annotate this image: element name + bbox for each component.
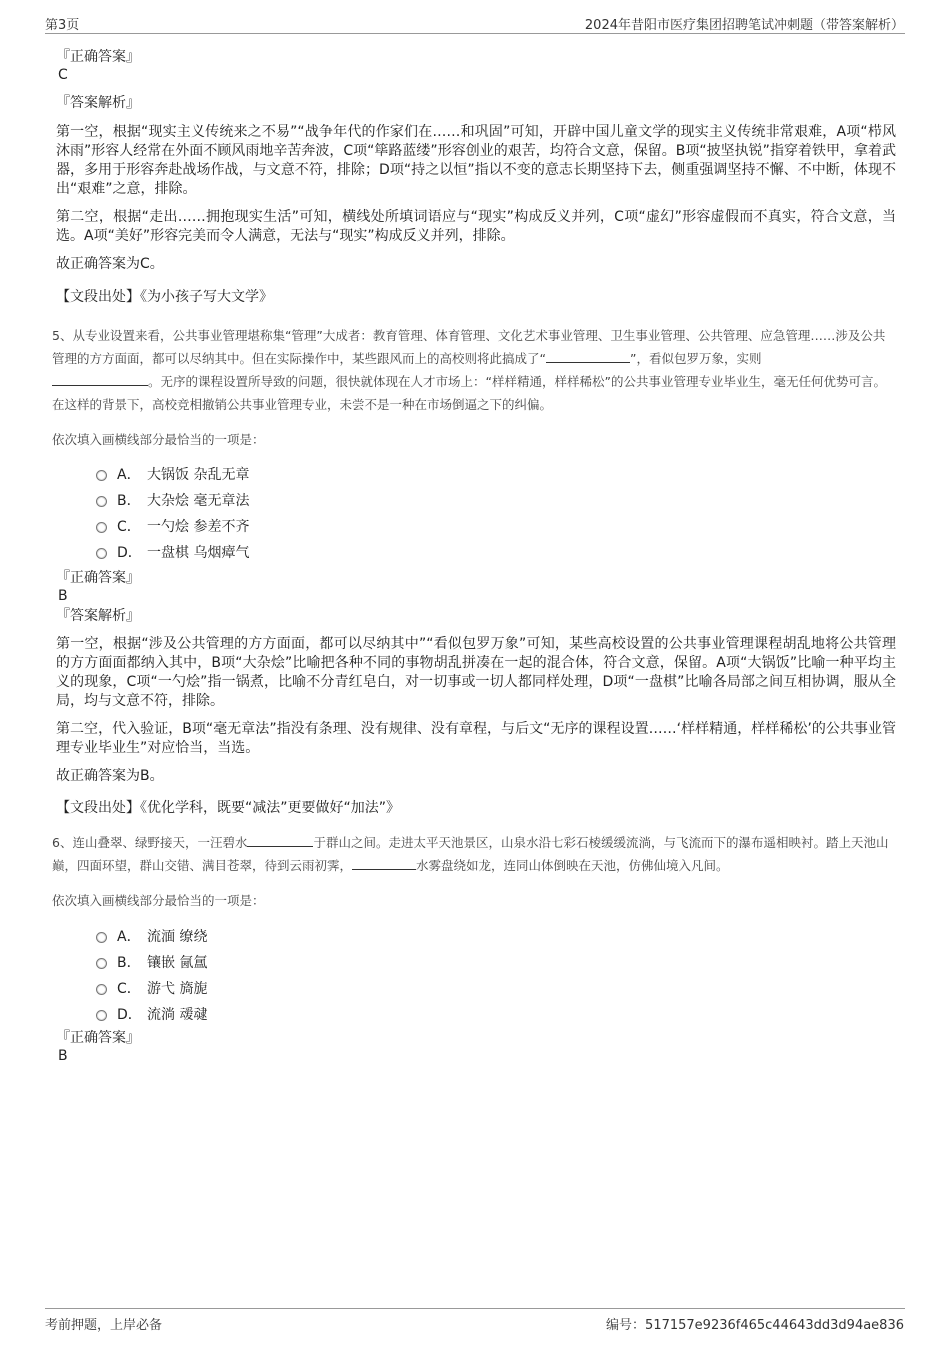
analysis-paragraph: 第二空，代入验证，B项“毫无章法”指没有条理、没有规律、没有章程，与后文“无序的课程设置……‘样样精通，样样稀松’的公共事业管理专业毕业生”对应恰当，当选。 [56, 721, 896, 756]
footer-divider [45, 1308, 905, 1309]
option-letter: A． [117, 929, 141, 945]
analysis-conclusion: 故正确答案为B。 [56, 768, 164, 784]
q5-options [56, 461, 896, 565]
option-letter: A． [117, 467, 141, 483]
option-letter: B． [117, 955, 141, 971]
q5-text-part3: 。无序的课程设置所导致的问题，很快就体现在人才市场上：“样样精通，样样稀松”的公共事业管理专业毕业生，毫无任何优势可言。在这样的背景下，高校竞相撤销公共事业管理专业，未尝不是一种在市场倒逼之下的纠偏。 [52, 374, 886, 412]
radio-icon[interactable] [96, 470, 107, 481]
content-area [52, 48, 896, 1065]
source-label: 【文段出处】 [56, 289, 140, 305]
correct-answer-value: B [58, 1048, 68, 1064]
radio-icon[interactable] [96, 1010, 107, 1021]
fill-blank [352, 857, 416, 870]
radio-icon[interactable] [96, 522, 107, 533]
option-b[interactable] [96, 487, 896, 513]
q5-text-part2: ”，看似包罗万象，实则 [629, 351, 762, 366]
header-divider [45, 33, 905, 34]
correct-answer-value: C [58, 67, 68, 83]
source-line [56, 288, 896, 306]
option-text: 大杂烩 毫无章法 [147, 493, 250, 509]
analysis-paragraph: 第二空，根据“走出……拥抱现实生活”可知，横线处所填词语应与“现实”构成反义并列，C项“虚幻”形容虚假而不真实，符合文意，当选。A项“美好”形容完美而令人满意，无法与“现实”构成反义并列，排除。 [56, 209, 896, 244]
correct-answer-value: B [58, 588, 68, 604]
radio-icon[interactable] [96, 496, 107, 507]
correct-answer-label: 『正确答案』 [56, 49, 140, 65]
option-letter: C． [117, 519, 141, 535]
option-letter: B． [117, 493, 141, 509]
q6-text-part1: 6、连山叠翠、绿野接天，一汪碧水 [52, 835, 248, 850]
option-a[interactable] [96, 461, 896, 487]
option-text: 一勺烩 参差不齐 [147, 519, 250, 535]
option-text: 流淌 叆叇 [147, 1007, 208, 1023]
option-b[interactable] [96, 949, 896, 975]
option-letter: C． [117, 981, 141, 997]
option-text: 大锅饭 杂乱无章 [147, 467, 250, 483]
option-letter: D． [117, 1007, 142, 1023]
radio-icon[interactable] [96, 958, 107, 969]
option-text: 游弋 旖旎 [147, 981, 208, 997]
source-title: 《优化学科，既要“减法”更要做好“加法”》 [140, 800, 401, 816]
option-text: 流湎 缭绕 [147, 929, 208, 945]
fill-blank [52, 373, 148, 386]
footer-doc-id: 编号：517157e9236f465c44643dd3d94ae836 [606, 1318, 904, 1333]
analysis-label: 『答案解析』 [56, 608, 140, 624]
analysis-paragraph: 第一空，根据“涉及公共管理的方方面面，都可以尽纳其中”“看似包罗万象”可知，某些高校设置的公共事业管理课程胡乱地将公共管理的方方面面都纳入其中，B项“大杂烩”比喻把各种不同的事物胡乱拼凑在一起的混合体，符合文意，保留。A项“大锅饭”比喻一种平均主义的现象，C项“一勺烩”指一锅煮，比喻不分青红皂白，对一切事或一切人都同样处理，D项“一盘棋”比喻各局部之间互相协调，服从全局，均与文意不符，排除。 [56, 636, 896, 709]
option-d[interactable] [96, 1001, 896, 1027]
question-6-text [52, 831, 896, 877]
correct-answer-label: 『正确答案』 [56, 570, 140, 586]
analysis-label: 『答案解析』 [56, 95, 140, 111]
fill-blank [546, 350, 630, 363]
source-title: 《为小孩子写大文学》 [140, 289, 273, 305]
question-prompt: 依次填入画横线部分最恰当的一项是： [52, 893, 265, 908]
correct-answer-label: 『正确答案』 [56, 1030, 140, 1046]
option-text: 镶嵌 氤氲 [147, 955, 208, 971]
option-c[interactable] [96, 975, 896, 1001]
header-page-number: 第3页 [45, 18, 80, 33]
question-prompt: 依次填入画横线部分最恰当的一项是： [52, 432, 265, 447]
radio-icon[interactable] [96, 932, 107, 943]
analysis-paragraph: 第一空，根据“现实主义传统来之不易”“战争年代的作家们在……和巩固”可知，开辟中国儿童文学的现实主义传统非常艰难，A项“栉风沐雨”形容人经常在外面不顾风雨地辛苦奔波，C项“筚路蓝缕”形容创业的艰苦，均符合文意，保留。B项“披坚执锐”指穿着铁甲，拿着武器，多用于形容奔赴战场作战，与文意不符，排除；D项“持之以恒”指以不变的意志长期坚持下去，侧重强调坚持不懈、不中断，体现不出“艰难”之意，排除。 [56, 124, 896, 197]
radio-icon[interactable] [96, 984, 107, 995]
source-line [56, 799, 896, 817]
fill-blank [247, 834, 313, 847]
footer-slogan: 考前押题，上岸必备 [45, 1318, 163, 1333]
q6-text-part2: 于群山之间。走进太平天池景区，山泉水沿七彩石棱缓缓流淌，与飞流而下的瀑布遥相映衬。踏上天池山巅，四面环望，群山交错、满目苍翠，待到云雨初霁， [52, 835, 889, 873]
q5-text-part1: 5、从专业设置来看，公共事业管理堪称集“管理”大成者：教育管理、体育管理、文化艺术事业管理、卫生事业管理、公共管理、应急管理……涉及公共管理的方方面面，都可以尽纳其中。但在实际操作中，某些跟风而上的高校则将此搞成了“ [52, 328, 886, 366]
source-label: 【文段出处】 [56, 800, 140, 816]
option-letter: D． [117, 545, 142, 561]
option-a[interactable] [96, 923, 896, 949]
question-5-text [52, 324, 896, 416]
q6-text-part3: 水雾盘绕如龙，连同山体倒映在天池，仿佛仙境入凡间。 [416, 858, 729, 873]
q6-options [56, 923, 896, 1027]
header-title: 2024年昔阳市医疗集团招聘笔试冲刺题（带答案解析） [584, 18, 904, 33]
option-d[interactable] [96, 539, 896, 565]
analysis-conclusion: 故正确答案为C。 [56, 256, 164, 272]
option-text: 一盘棋 乌烟瘴气 [147, 545, 250, 561]
option-c[interactable] [96, 513, 896, 539]
radio-icon[interactable] [96, 548, 107, 559]
